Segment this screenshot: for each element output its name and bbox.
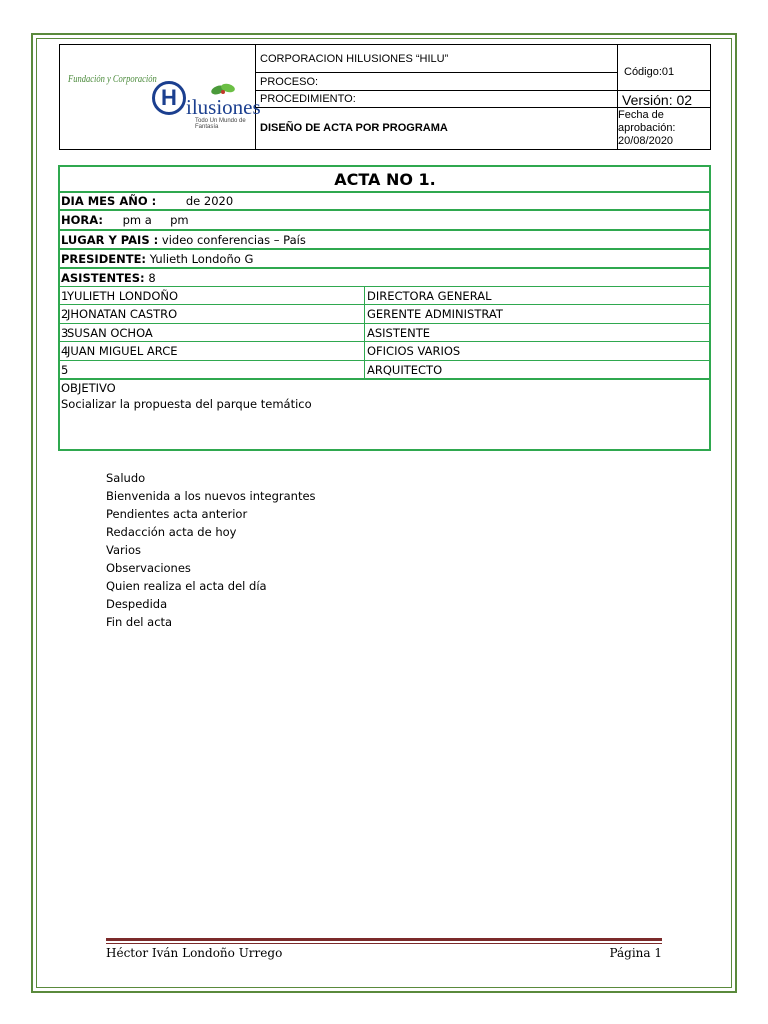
attendee-role: DIRECTORA GENERAL [364, 287, 492, 304]
list-item: Fin del acta [106, 615, 173, 629]
attendee-name: SUSAN OCHOA [67, 326, 153, 340]
hora-row [60, 211, 709, 231]
list-item: Pendientes acta anterior [106, 507, 248, 521]
list-item: Despedida [106, 597, 168, 611]
presidente-value: Yulieth Londoño G [149, 252, 254, 266]
attendee-role: ARQUITECTO [364, 361, 442, 378]
org-name: CORPORACION HILUSIONES “HILU” [256, 45, 617, 73]
header-right [618, 45, 710, 149]
attendee-num: 4 [61, 344, 69, 358]
attendee-name: JUAN MIGUEL ARCE [67, 344, 178, 358]
fecha-line-3: 20/08/2020 [618, 135, 674, 147]
logo-tagline: Todo Un Mundo de Fantasía [195, 118, 246, 130]
fecha-aprobacion [618, 108, 710, 149]
version: Versión: 02 [618, 91, 710, 108]
codigo: Código:01 [618, 45, 710, 91]
footer-page-number: Página 1 [609, 946, 662, 960]
attendee-role: GERENTE ADMINISTRAT [364, 305, 503, 323]
attendee-name: YULIETH LONDOÑO [67, 289, 179, 303]
attendee-num: 5 [61, 363, 69, 377]
objetivo-block [61, 380, 312, 412]
lugar-label: LUGAR Y PAIS : [61, 233, 159, 247]
list-item: Redacción acta de hoy [106, 525, 237, 539]
procedimiento-label: PROCEDIMIENTO: [256, 91, 617, 108]
fecha-value: de 2020 [185, 194, 234, 208]
list-item: Quien realiza el acta del día [106, 579, 267, 593]
attendee-num: 1 [61, 289, 69, 303]
lugar-row [60, 231, 709, 250]
asistentes-label: ASISTENTES: [61, 271, 145, 285]
document-type: DISEÑO DE ACTA POR PROGRAMA [260, 122, 448, 134]
attendee-num: 2 [61, 307, 69, 321]
attendee-role: OFICIOS VARIOS [364, 342, 460, 360]
agenda-list [106, 469, 316, 631]
fecha-row [60, 193, 709, 211]
table-row [60, 361, 709, 380]
logo-word: ilusiones [186, 95, 261, 119]
list-item: Observaciones [106, 561, 191, 575]
list-item: Varios [106, 543, 141, 557]
acta-title: ACTA NO 1. [60, 167, 709, 193]
attendee-num: 3 [61, 326, 69, 340]
logo-top-text: Fundación y Corporación [68, 74, 157, 85]
table-row [60, 287, 709, 305]
footer-author: Héctor Iván Londoño Urrego [106, 946, 283, 960]
attendee-name: JHONATAN CASTRO [67, 307, 178, 321]
asistentes-row [60, 269, 709, 287]
table-row [60, 305, 709, 324]
fecha-label: DIA MES AÑO : [61, 194, 157, 208]
attendee-role: ASISTENTE [364, 324, 430, 341]
list-item: Bienvenida a los nuevos integrantes [106, 489, 316, 503]
hora-label: HORA: [61, 213, 103, 227]
table-row [60, 342, 709, 361]
asistentes-value: 8 [148, 271, 156, 285]
acta-table [58, 165, 711, 451]
objetivo-label: OBJETIVO [61, 381, 116, 395]
logo-cell [60, 45, 261, 149]
logo-h-icon: H [152, 81, 186, 115]
hora-value: pm a pm [122, 213, 189, 227]
fecha-line-2: aprobación: [618, 122, 676, 134]
lugar-value: video conferencias – País [161, 233, 306, 247]
document-header [59, 44, 711, 150]
leaf-icon [210, 81, 238, 97]
objetivo-text: Socializar la propuesta del parque temático [61, 397, 312, 411]
proceso-label: PROCESO: [256, 73, 617, 91]
header-middle [256, 45, 618, 149]
table-row [60, 324, 709, 342]
list-item: Saludo [106, 471, 146, 485]
fecha-line-1: Fecha de [618, 109, 664, 121]
footer-rule-thick [106, 938, 662, 941]
presidente-row [60, 250, 709, 269]
presidente-label: PRESIDENTE: [61, 252, 147, 266]
footer-rule-thin [106, 943, 662, 944]
